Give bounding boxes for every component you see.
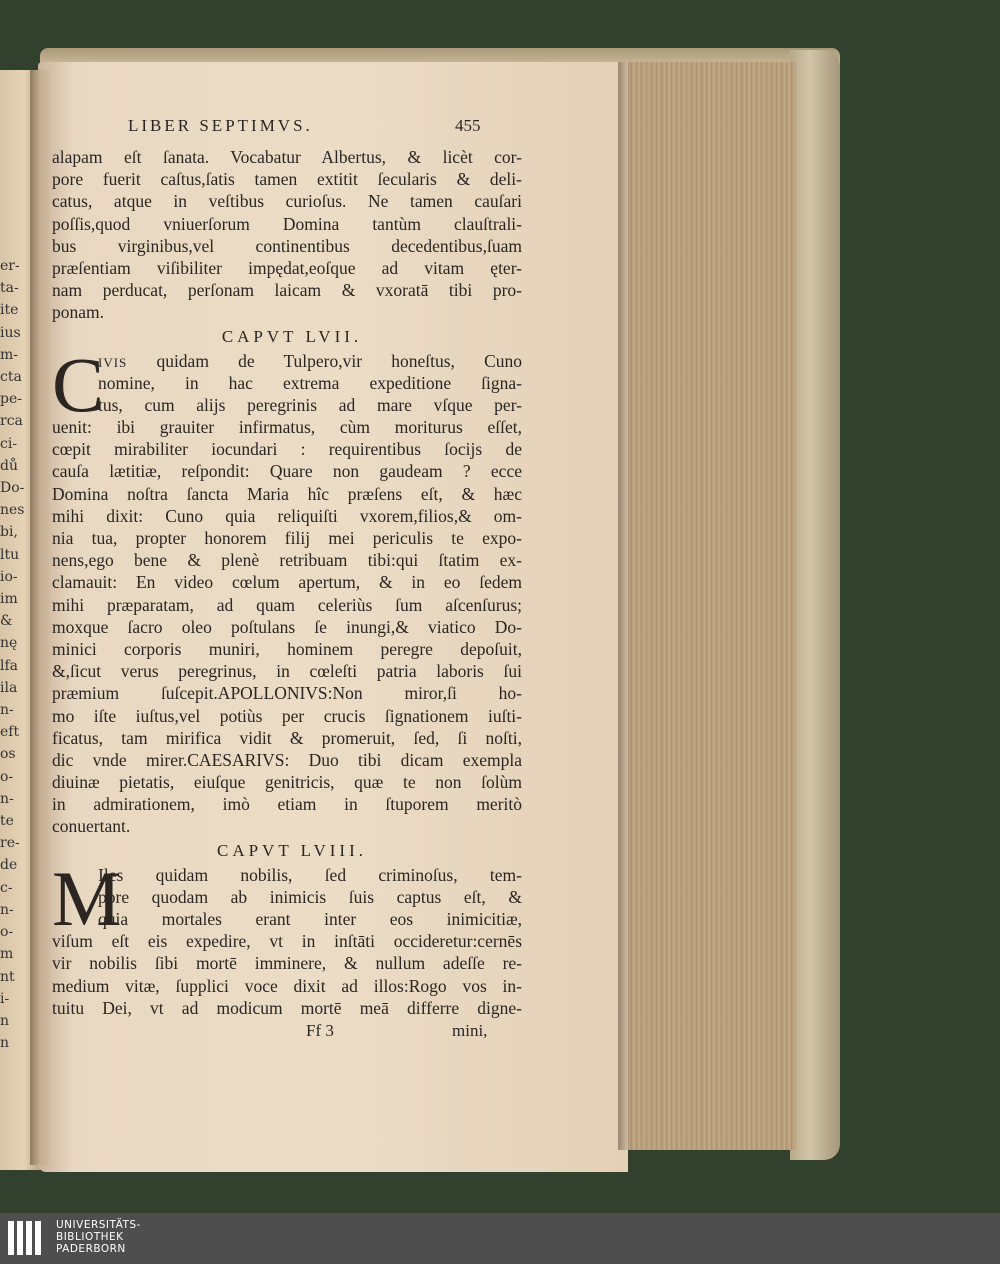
chapter-57-lines xyxy=(52,416,522,838)
text-line: quia mortales erant inter eos inimicitiæ, xyxy=(98,909,522,929)
text-line: moxque ſacro oleo poſtulans ſe inungi,& viatico Do- xyxy=(52,616,522,637)
text-line: pore quodam ab inimicis ſuis captus eſt, & xyxy=(98,886,522,907)
text-line: minici corporis muniri, hominem peregre depoſuit, xyxy=(52,638,522,659)
text-line: mo iſte iuſtus,vel potiùs per crucis ſignationem iuſti- xyxy=(52,705,522,726)
facing-page-fragment: n xyxy=(0,1035,10,1052)
facing-page-fragment: Do- xyxy=(0,480,25,497)
text-line: medium vitæ, ſupplici voce dixit ad illos:Rogo vos in- xyxy=(52,975,522,996)
page-text xyxy=(52,116,522,1045)
text-line: vir nobilis ſibi mortē imminere, & nullum adeſſe re- xyxy=(52,953,522,974)
book-cover xyxy=(790,50,840,1160)
facing-page-fragment: nę xyxy=(0,635,18,652)
facing-page-fragment: m xyxy=(0,946,14,963)
text-line: conuertant. xyxy=(52,816,131,837)
logo-line: UNIVERSITÄTS- xyxy=(56,1219,141,1231)
facing-page-fragment: lfa xyxy=(0,657,19,674)
page-header xyxy=(52,116,522,146)
facing-page-fragment: os xyxy=(0,746,16,763)
drop-cap: M xyxy=(52,854,122,942)
facing-page-fragment: o- xyxy=(0,768,14,785)
text-line: viſum eſt eis expedire, vt in inſtāti occideretur:cernēs xyxy=(52,931,522,952)
facing-page-fragment: ta- xyxy=(0,280,19,297)
catchword: mini, xyxy=(452,1020,488,1040)
facing-page-fragment: cta xyxy=(0,369,22,386)
facing-page-fragment: eft xyxy=(0,724,20,741)
page-edges xyxy=(618,62,796,1150)
facing-page-fragment: n- xyxy=(0,702,14,719)
page-number: 455 xyxy=(455,116,481,135)
text-line: clamauit: En video cœlum apertum, & in eo ſedem xyxy=(52,572,522,593)
text-line xyxy=(52,350,522,372)
text-line: alapam eſt ſanata. Vocabatur Albertus, & licèt cor- xyxy=(52,147,522,167)
facing-page-fragment: ltu xyxy=(0,546,20,563)
chapter-57-text xyxy=(52,340,522,838)
text-line: diuinæ pietatis, eiuſque genitricis, quæ te non ſolùm xyxy=(52,772,522,793)
text-line-rest: quidam de Tulpero,vir honeſtus, Cuno xyxy=(127,350,522,371)
text-line: uenit: ibi grauiter infirmatus, cùm moriturus eſſet, xyxy=(52,417,522,438)
page-footer xyxy=(52,1021,522,1045)
running-title: LIBER SEPTIMVS. xyxy=(128,116,313,135)
text-line: pore fuerit caſtus,ſatis tamen extitit ſecularis & deli- xyxy=(52,169,522,190)
facing-page-fragment: ila xyxy=(0,679,18,696)
facing-page-fragment: i- xyxy=(0,990,10,1007)
text-line: nens,ego bene & plenè retribuam tibi:qui ſtatim ex- xyxy=(52,550,522,571)
facing-page-fragment: re- xyxy=(0,835,20,852)
text-line: ponam. xyxy=(52,302,105,323)
facing-page-fragment: ite xyxy=(0,302,19,319)
facing-page-fragment: dů xyxy=(0,457,18,474)
text-line: &,ſicut verus peregrinus, in cœleſti patria laboris ſui xyxy=(52,661,522,682)
drop-cap: C xyxy=(52,340,105,428)
text-line: tus, cum alijs peregrinis ad mare vſque per- xyxy=(98,394,522,415)
text-line: præſentiam viſibiliter impędat,eoſque ad vitam ęter- xyxy=(52,257,522,278)
logo-line: BIBLIOTHEK xyxy=(56,1231,124,1243)
facing-page-fragment: c- xyxy=(0,879,13,896)
text-line: bus virginibus,vel continentibus decedentibus,ſuam xyxy=(52,235,522,256)
facing-page-fragment: io- xyxy=(0,568,18,585)
text-line: ficatus, tam mirifica vidit & promeruit, ſed, ſi noſti, xyxy=(52,727,522,748)
text-line: poſſis,quod vniuerſorum Domina tantùm clauſtrali- xyxy=(52,213,522,234)
text-line: mihi præparatam, ad quam celeriùs ſum aſcenſurus; xyxy=(52,594,522,615)
text-line: præmium ſuſcepit.APOLLONIVS:Non miror,ſi ho- xyxy=(52,683,522,704)
facing-page-fragment: bi, xyxy=(0,524,18,541)
signature-mark: Ff 3 xyxy=(306,1020,334,1040)
facing-page-fragment: de xyxy=(0,857,18,874)
facing-page-fragment: er- xyxy=(0,258,20,274)
page-gutter xyxy=(30,70,52,1165)
facing-page-fragment: n xyxy=(0,1012,10,1029)
text-line: nam perducat, perſonam laicam & vxoratā tibi pro- xyxy=(52,280,522,301)
text-line: mihi dixit: Cuno quia reliquiſti vxorem,filios,& om- xyxy=(52,505,522,526)
library-logo-text xyxy=(56,1219,141,1255)
facing-page-fragment: ci- xyxy=(0,435,18,452)
text-line: cœpit mirabiliter iocundari : requirentibus ſocijs de xyxy=(52,439,522,460)
facing-page-fragment: n- xyxy=(0,790,14,807)
chapter-58-lines xyxy=(52,930,522,1019)
library-logo-icon xyxy=(8,1221,48,1255)
text-line: cauſa lætitiæ, reſpondit: Quare non gaudeam ? ecce xyxy=(52,461,522,482)
chapter-heading: CAPVT LVIII. xyxy=(216,840,367,860)
facing-page-fragment: nt xyxy=(0,968,15,985)
text-line: Iles quidam nobilis, ſed criminoſus, tem- xyxy=(98,864,522,885)
facing-page-fragment: im xyxy=(0,591,18,608)
small-caps-word: IVIS xyxy=(98,354,128,370)
chapter-58-text xyxy=(52,854,522,1019)
library-footer-bar xyxy=(0,1213,1000,1264)
logo-line: PADERBORN xyxy=(56,1243,126,1255)
facing-page-fragment: o- xyxy=(0,924,14,941)
facing-page-fragment: pe- xyxy=(0,391,22,408)
facing-page-text xyxy=(0,255,25,1054)
facing-page-fragment: ius xyxy=(0,324,21,341)
page-edge-shadow xyxy=(618,62,632,1150)
text-line: nia tua, propter honorem filij mei periculis te expo- xyxy=(52,528,522,548)
facing-page-fragment: m- xyxy=(0,346,19,363)
facing-page-fragment: nes xyxy=(0,502,25,519)
facing-page-fragment: n- xyxy=(0,901,14,918)
text-line: tuitu Dei, vt ad modicum mortē meā differre digne- xyxy=(52,997,522,1018)
text-line: dic vnde mirer.CAESARIVS: Duo tibi dicam exempla xyxy=(52,749,522,770)
text-line: Domina noſtra ſancta Maria hîc præſens eſt, & hæc xyxy=(52,483,522,504)
facing-page-fragment: & xyxy=(0,613,13,630)
facing-page-fragment: te xyxy=(0,813,14,830)
text-line: catus, atque in veſtibus curioſus. Ne tamen cauſari xyxy=(52,191,522,212)
text-line: in admirationem, imò etiam in ſtuporem meritò xyxy=(52,794,522,815)
facing-page-fragment: rca xyxy=(0,413,23,430)
text-line: nomine, in hac extrema expeditione ſigna- xyxy=(98,372,522,393)
chapter-heading: CAPVT LVII. xyxy=(221,326,363,346)
intro-paragraph xyxy=(52,146,522,324)
